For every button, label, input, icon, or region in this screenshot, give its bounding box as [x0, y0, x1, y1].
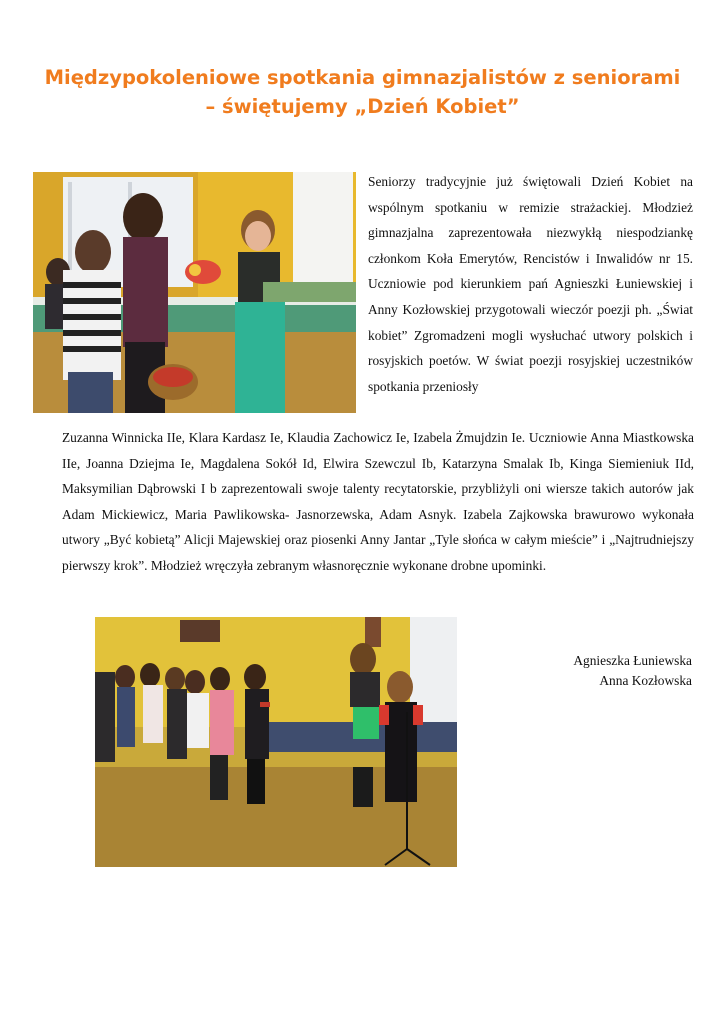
author-name: Agnieszka Łuniewska	[573, 653, 692, 668]
intro-text: Seniorzy tradycyjnie już świętowali Dzień Kobiet na wspólnym spotkaniu w remizie strażackiej. Młodzież gimnazjalna zaprezentowała niezwykłą niespodziankę członkom Koła Emerytów, Rencistów i Inwalidów nr 15. Uczniowie pod kierunkiem pań Agnieszki Łuniewskiej i Anny Kozłowskiej przygotowali wieczór poezji ph. „Świat kobiet” Zgromadzeni mogli wysłuchać utwory polskich i rosyjskich poetów. W świat poezji rosyjskiej uczestników spotkania przeniosły	[368, 174, 693, 394]
title-line-1: Międzypokoleniowe spotkania gimnazjalistów z seniorami	[44, 66, 681, 89]
article-title	[30, 63, 695, 121]
photo-poetry-evening	[95, 617, 457, 867]
author-name: Anna Kozłowska	[599, 673, 692, 688]
body-text: Zuzanna Winnicka IIe, Klara Kardasz Ie, Klaudia Zachowicz Ie, Izabela Żmujdzin Ie. Uczniowie Anna Miastkowska IIe, Joanna Dziejma Ie, Magdalena Sokół Id, Elwira Szewczul Ib, Katarzyna Smalak Ib, Kinga Siemieniuk IId, Maksymilian Dąbrowski I b zaprezentowali swoje talenty recytatorskie, przybliżyli oni wiersze takich autorów jak Adam Mickiewicz, Maria Pawlikowska- Jasnorzewska, Adam Asnyk. Izabela Zajkowska brawurowo wykonała utwory „Być kobietą” Alicji Majewskiej oraz piosenki Anny Jantar „Tyle słońca w całym mieście” i „Najtrudniejszy pierwszy krok”. Młodzież wręczyła zebranym własnoręcznie wykonane drobne upominki.	[62, 430, 694, 573]
title-line-2: – świętujemy „Dzień Kobiet”	[205, 95, 520, 118]
authors-signature	[573, 651, 692, 691]
photo-flower-presentation	[33, 172, 356, 413]
